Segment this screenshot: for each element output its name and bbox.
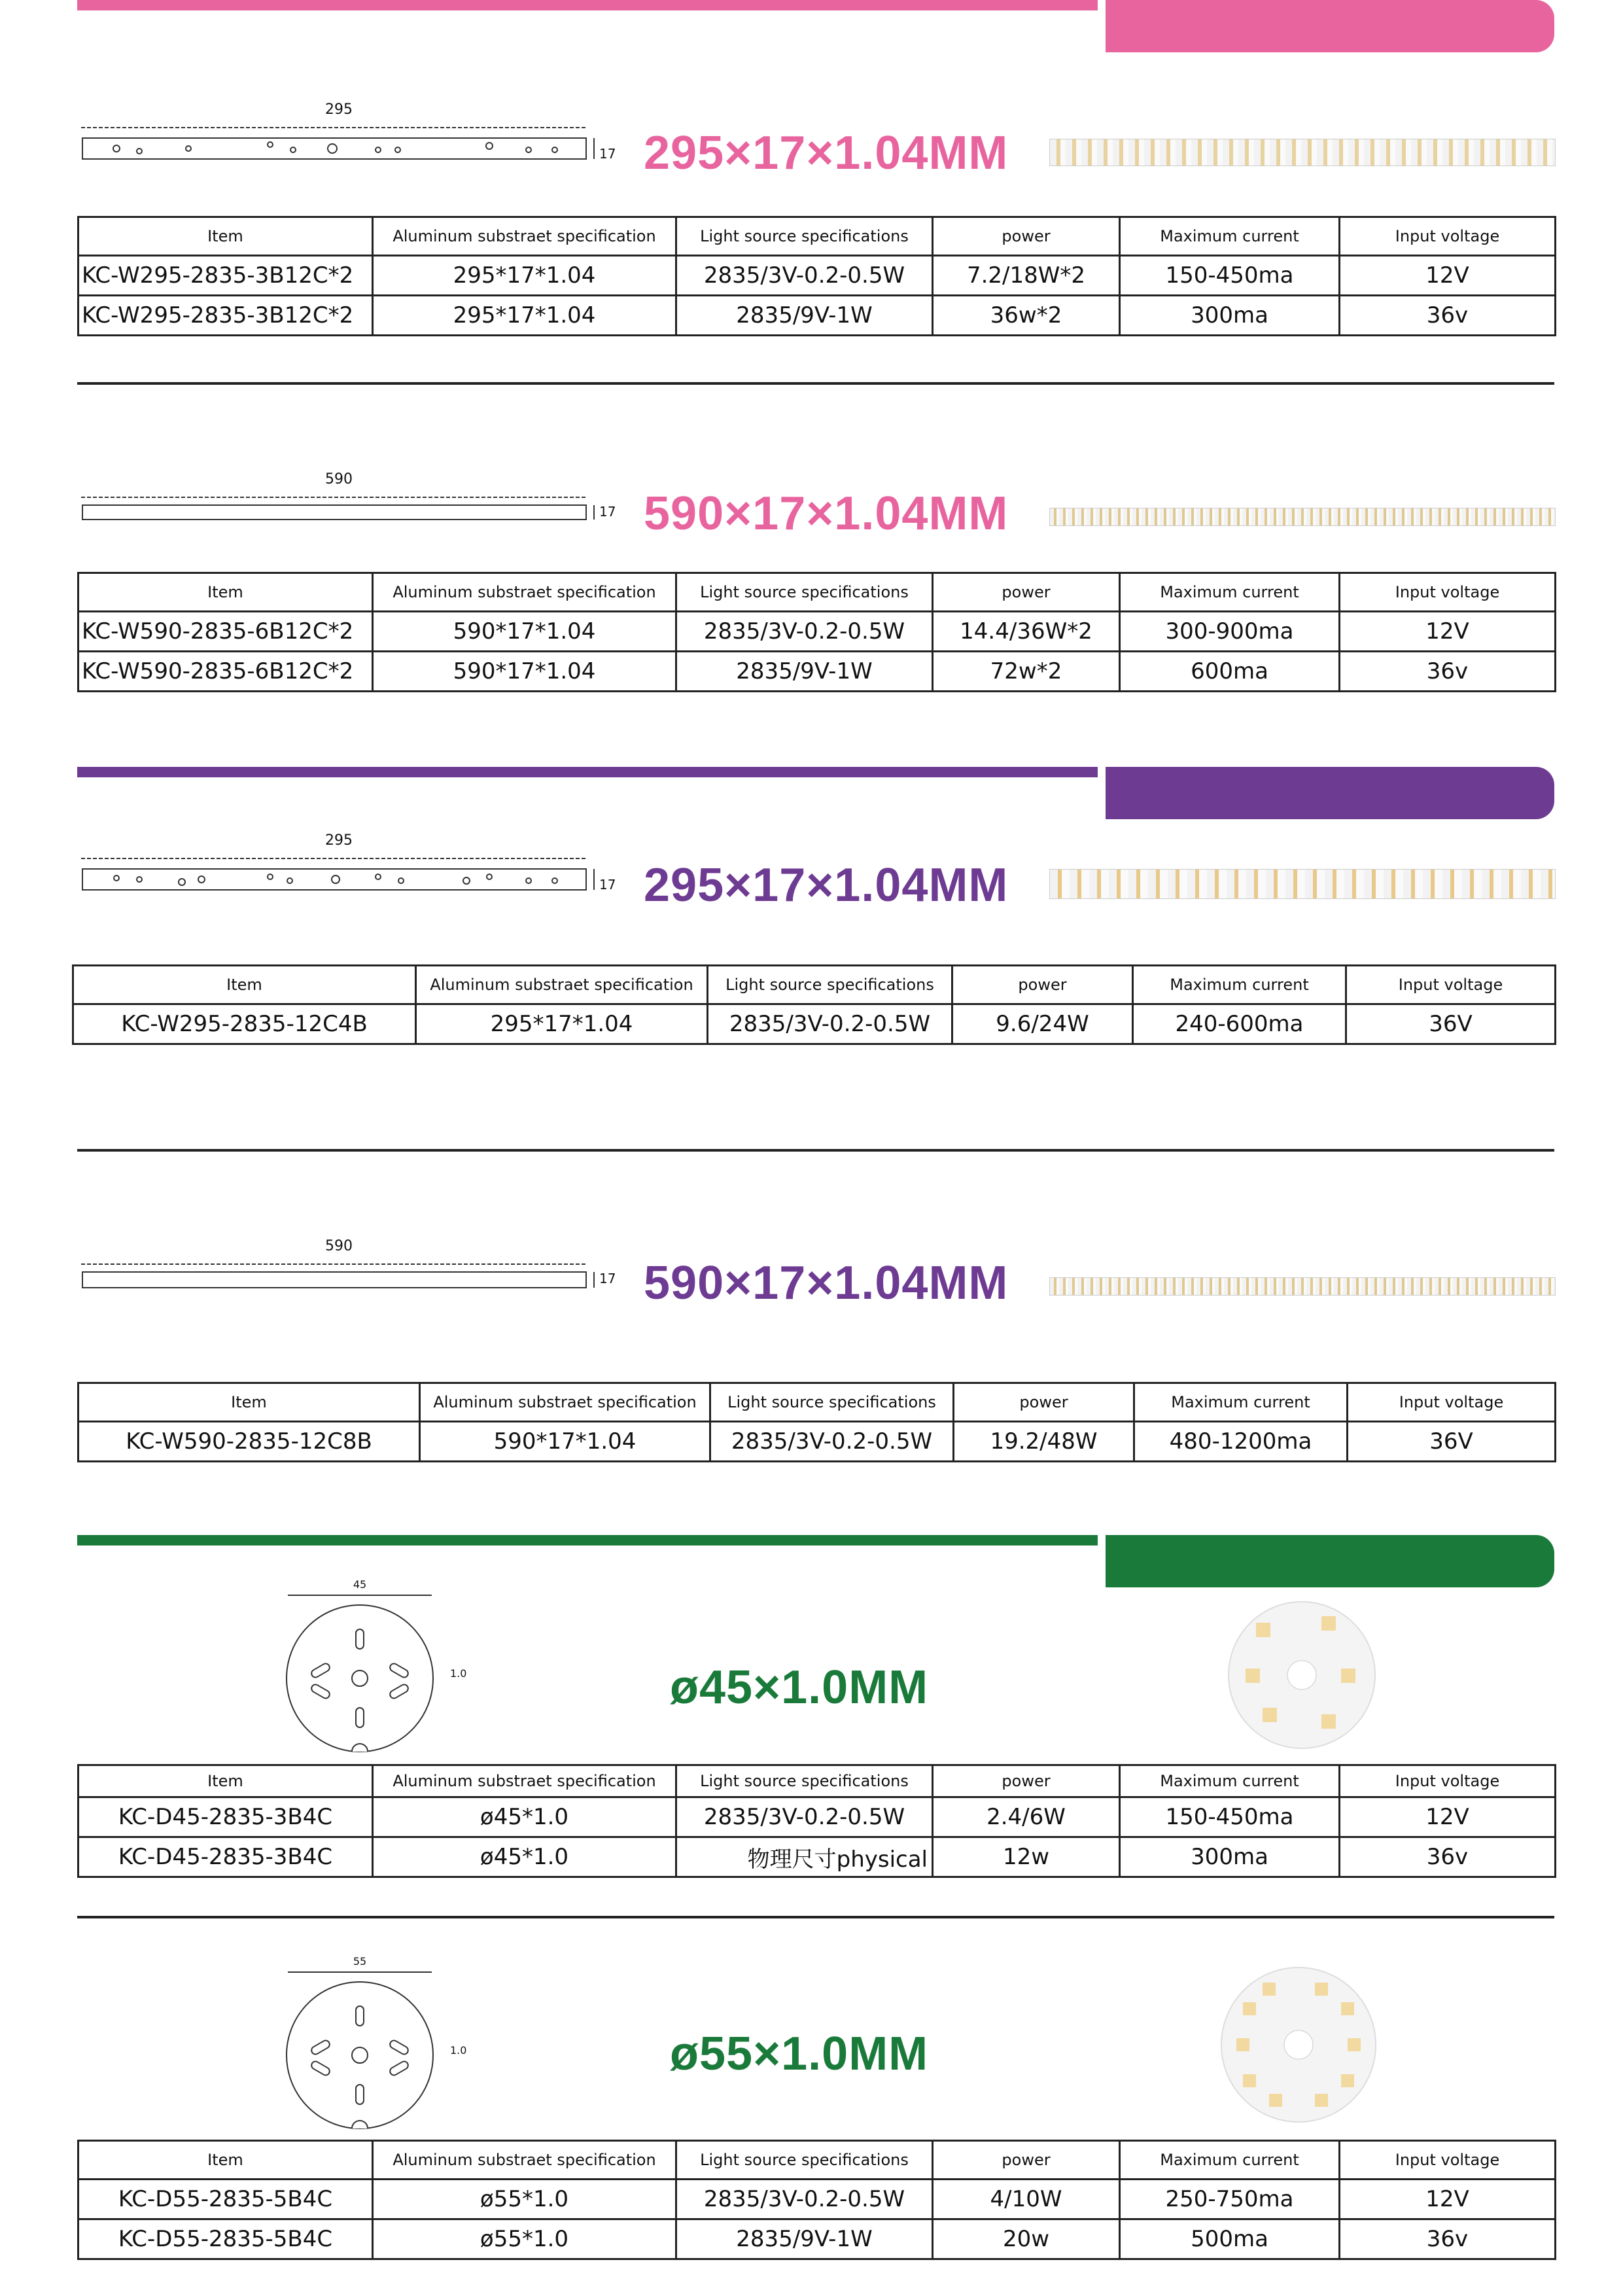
- header-light: Light source specifications: [676, 573, 933, 612]
- cell-substrate: 590*17*1.04: [373, 612, 676, 652]
- cell-item: KC-W295-2835-12C4B: [73, 1004, 416, 1044]
- spec-table: [77, 1382, 1556, 1462]
- header-light: Light source specifications: [676, 217, 933, 256]
- dimension-width: 17: [599, 504, 616, 520]
- cell-light: 2835/9V-1W: [676, 296, 933, 336]
- table-header-row: [79, 1383, 1556, 1422]
- cell-current: 600ma: [1120, 652, 1340, 692]
- cell-light: 2835/3V-0.2-0.5W: [708, 1004, 952, 1044]
- header-light: Light source specifications: [710, 1383, 954, 1422]
- cell-substrate: 295*17*1.04: [373, 296, 676, 336]
- header-substrate: Aluminum substraet specification: [416, 966, 708, 1004]
- spec-table: [77, 2140, 1556, 2260]
- cell-substrate: ø45*1.0: [373, 1797, 676, 1837]
- purple-header-tab: [1106, 767, 1554, 819]
- table-row: [79, 2180, 1556, 2219]
- cell-power: 12w: [933, 1837, 1120, 1877]
- header-substrate: Aluminum substraet specification: [373, 573, 676, 612]
- header-voltage: Input voltage: [1340, 573, 1556, 612]
- cell-power: 36w*2: [933, 296, 1120, 336]
- cell-substrate: 295*17*1.04: [416, 1004, 708, 1044]
- header-item: Item: [79, 217, 373, 256]
- spec-table: [72, 964, 1556, 1045]
- header-power: power: [954, 1383, 1134, 1422]
- section-title: 295×17×1.04MM: [644, 859, 1009, 911]
- cell-item: KC-W590-2835-6B12C*2: [79, 652, 373, 692]
- header-substrate: Aluminum substraet specification: [420, 1383, 710, 1422]
- led-strip-photo: [1049, 139, 1556, 166]
- section-title: 295×17×1.04MM: [644, 127, 1009, 179]
- cell-current: 250-750ma: [1120, 2180, 1340, 2219]
- table-row: [79, 296, 1556, 336]
- cell-current: 240-600ma: [1133, 1004, 1346, 1044]
- header-current: Maximum current: [1120, 1765, 1340, 1797]
- spec-table: [77, 216, 1556, 336]
- spec-table: [77, 572, 1556, 692]
- header-power: power: [933, 2141, 1120, 2180]
- table-row: [79, 256, 1556, 296]
- table-row: [79, 652, 1556, 692]
- cell-voltage: 12V: [1340, 2180, 1556, 2219]
- section-title: 590×17×1.04MM: [644, 487, 1009, 540]
- cell-current: 300ma: [1120, 296, 1340, 336]
- cell-voltage: 12V: [1340, 612, 1556, 652]
- table-row: [79, 612, 1556, 652]
- section-title: ø55×1.0MM: [670, 2028, 929, 2080]
- section-title: 590×17×1.04MM: [644, 1257, 1009, 1309]
- cell-voltage: 36v: [1340, 1837, 1556, 1877]
- header-power: power: [933, 1765, 1120, 1797]
- dimension-length: 295: [325, 832, 353, 849]
- table-row: [79, 1837, 1556, 1877]
- cell-substrate: 295*17*1.04: [373, 256, 676, 296]
- divider-1: [77, 382, 1554, 385]
- cell-light: 2835/9V-1W: [676, 652, 933, 692]
- header-voltage: Input voltage: [1346, 966, 1556, 1004]
- header-substrate: Aluminum substraet specification: [373, 2141, 676, 2180]
- cell-current: 300ma: [1120, 1837, 1340, 1877]
- led-strip-photo: [1049, 869, 1556, 899]
- header-power: power: [933, 217, 1120, 256]
- table-header-row: [79, 573, 1556, 612]
- led-disc-photo: [1223, 1597, 1380, 1754]
- led-strip-photo: [1049, 508, 1556, 526]
- cell-light: 2835/3V-0.2-0.5W: [676, 1797, 933, 1837]
- dimension-thickness: 1.0: [450, 1667, 467, 1680]
- cell-voltage: 12V: [1340, 1797, 1556, 1837]
- spec-table: [77, 1764, 1556, 1878]
- cell-current: 300-900ma: [1120, 612, 1340, 652]
- cell-power: 2.4/6W: [933, 1797, 1120, 1837]
- cell-substrate: 590*17*1.04: [373, 652, 676, 692]
- dimension-length: 590: [325, 1238, 353, 1254]
- disc-drawing-45: [275, 1578, 484, 1768]
- header-voltage: Input voltage: [1340, 1765, 1556, 1797]
- cell-light: 2835/3V-0.2-0.5W: [676, 256, 933, 296]
- cell-power: 14.4/36W*2: [933, 612, 1120, 652]
- divider-5: [77, 1916, 1554, 1918]
- dimension-length: 590: [325, 471, 353, 487]
- header-current: Maximum current: [1120, 217, 1340, 256]
- divider-3: [77, 1149, 1554, 1152]
- led-strip-photo: [1049, 1277, 1556, 1296]
- cell-light: 2835/3V-0.2-0.5W: [710, 1422, 954, 1462]
- header-power: power: [933, 573, 1120, 612]
- header-current: Maximum current: [1120, 573, 1340, 612]
- cell-item: KC-W590-2835-6B12C*2: [79, 612, 373, 652]
- cell-substrate: ø55*1.0: [373, 2219, 676, 2259]
- header-voltage: Input voltage: [1340, 2141, 1556, 2180]
- purple-header-bar: [77, 767, 1098, 777]
- cell-item: KC-W295-2835-3B12C*2: [79, 296, 373, 336]
- header-light: Light source specifications: [676, 2141, 933, 2180]
- header-substrate: Aluminum substraet specification: [373, 217, 676, 256]
- header-item: Item: [79, 1383, 420, 1422]
- cell-light: 2835/9V-1W: [676, 2219, 933, 2259]
- header-light: Light source specifications: [708, 966, 952, 1004]
- disc-drawing-55: [275, 1955, 484, 2145]
- cell-power: 20w: [933, 2219, 1120, 2259]
- cell-item: KC-D45-2835-3B4C: [79, 1797, 373, 1837]
- table-row: [79, 1422, 1556, 1462]
- dimension-thickness: 1.0: [450, 2044, 467, 2057]
- cell-substrate: 590*17*1.04: [420, 1422, 710, 1462]
- cell-voltage: 36v: [1340, 2219, 1556, 2259]
- table-row: [79, 2219, 1556, 2259]
- pink-header-tab: [1106, 0, 1554, 52]
- cell-item: KC-W590-2835-12C8B: [79, 1422, 420, 1462]
- header-item: Item: [79, 2141, 373, 2180]
- cell-voltage: 12V: [1340, 256, 1556, 296]
- dimension-width: 17: [599, 877, 616, 892]
- header-power: power: [952, 966, 1133, 1004]
- dimension-diameter: 55: [353, 1955, 367, 1968]
- cell-power: 19.2/48W: [954, 1422, 1134, 1462]
- table-header-row: [73, 966, 1556, 1004]
- cell-power: 9.6/24W: [952, 1004, 1133, 1044]
- header-item: Item: [73, 966, 416, 1004]
- header-voltage: Input voltage: [1348, 1383, 1556, 1422]
- cell-current: 150-450ma: [1120, 256, 1340, 296]
- table-header-row: [79, 1765, 1556, 1797]
- header-light: Light source specifications: [676, 1765, 933, 1797]
- cell-power: 7.2/18W*2: [933, 256, 1120, 296]
- cell-voltage: 36v: [1340, 652, 1556, 692]
- table-header-row: [79, 217, 1556, 256]
- cell-current: 150-450ma: [1120, 1797, 1340, 1837]
- cell-item: KC-D45-2835-3B4C: [79, 1837, 373, 1877]
- green-header-tab: [1106, 1535, 1554, 1587]
- green-header-bar: [77, 1535, 1098, 1545]
- cell-voltage: 36V: [1346, 1004, 1556, 1044]
- strip-drawing-295: [77, 832, 616, 904]
- table-row: [79, 1797, 1556, 1837]
- header-substrate: Aluminum substraet specification: [373, 1765, 676, 1797]
- cell-power: 72w*2: [933, 652, 1120, 692]
- cell-voltage: 36v: [1340, 296, 1556, 336]
- cell-item: KC-D55-2835-5B4C: [79, 2219, 373, 2259]
- header-voltage: Input voltage: [1340, 217, 1556, 256]
- cell-item: KC-D55-2835-5B4C: [79, 2180, 373, 2219]
- cell-current: 500ma: [1120, 2219, 1340, 2259]
- header-current: Maximum current: [1134, 1383, 1348, 1422]
- cell-current: 480-1200ma: [1134, 1422, 1348, 1462]
- strip-drawing-590: [77, 471, 616, 537]
- pink-header-bar: [77, 0, 1098, 10]
- table-row: [73, 1004, 1556, 1044]
- cell-light: 物理尺寸physical: [676, 1837, 933, 1877]
- table-header-row: [79, 2141, 1556, 2180]
- cell-light: 2835/3V-0.2-0.5W: [676, 2180, 933, 2219]
- strip-drawing-590: [77, 1238, 616, 1303]
- header-item: Item: [79, 573, 373, 612]
- section-title: ø45×1.0MM: [670, 1661, 929, 1714]
- dimension-diameter: 45: [353, 1578, 367, 1591]
- cell-light: 2835/3V-0.2-0.5W: [676, 612, 933, 652]
- led-disc-photo: [1217, 1963, 1380, 2127]
- dimension-length: 295: [325, 101, 353, 118]
- cell-substrate: ø55*1.0: [373, 2180, 676, 2219]
- cell-substrate: ø45*1.0: [373, 1837, 676, 1877]
- header-item: Item: [79, 1765, 373, 1797]
- strip-drawing-295: [77, 101, 616, 173]
- dimension-width: 17: [599, 146, 616, 162]
- header-current: Maximum current: [1120, 2141, 1340, 2180]
- cell-voltage: 36V: [1348, 1422, 1556, 1462]
- cell-power: 4/10W: [933, 2180, 1120, 2219]
- header-current: Maximum current: [1133, 966, 1346, 1004]
- cell-item: KC-W295-2835-3B12C*2: [79, 256, 373, 296]
- dimension-width: 17: [599, 1271, 616, 1286]
